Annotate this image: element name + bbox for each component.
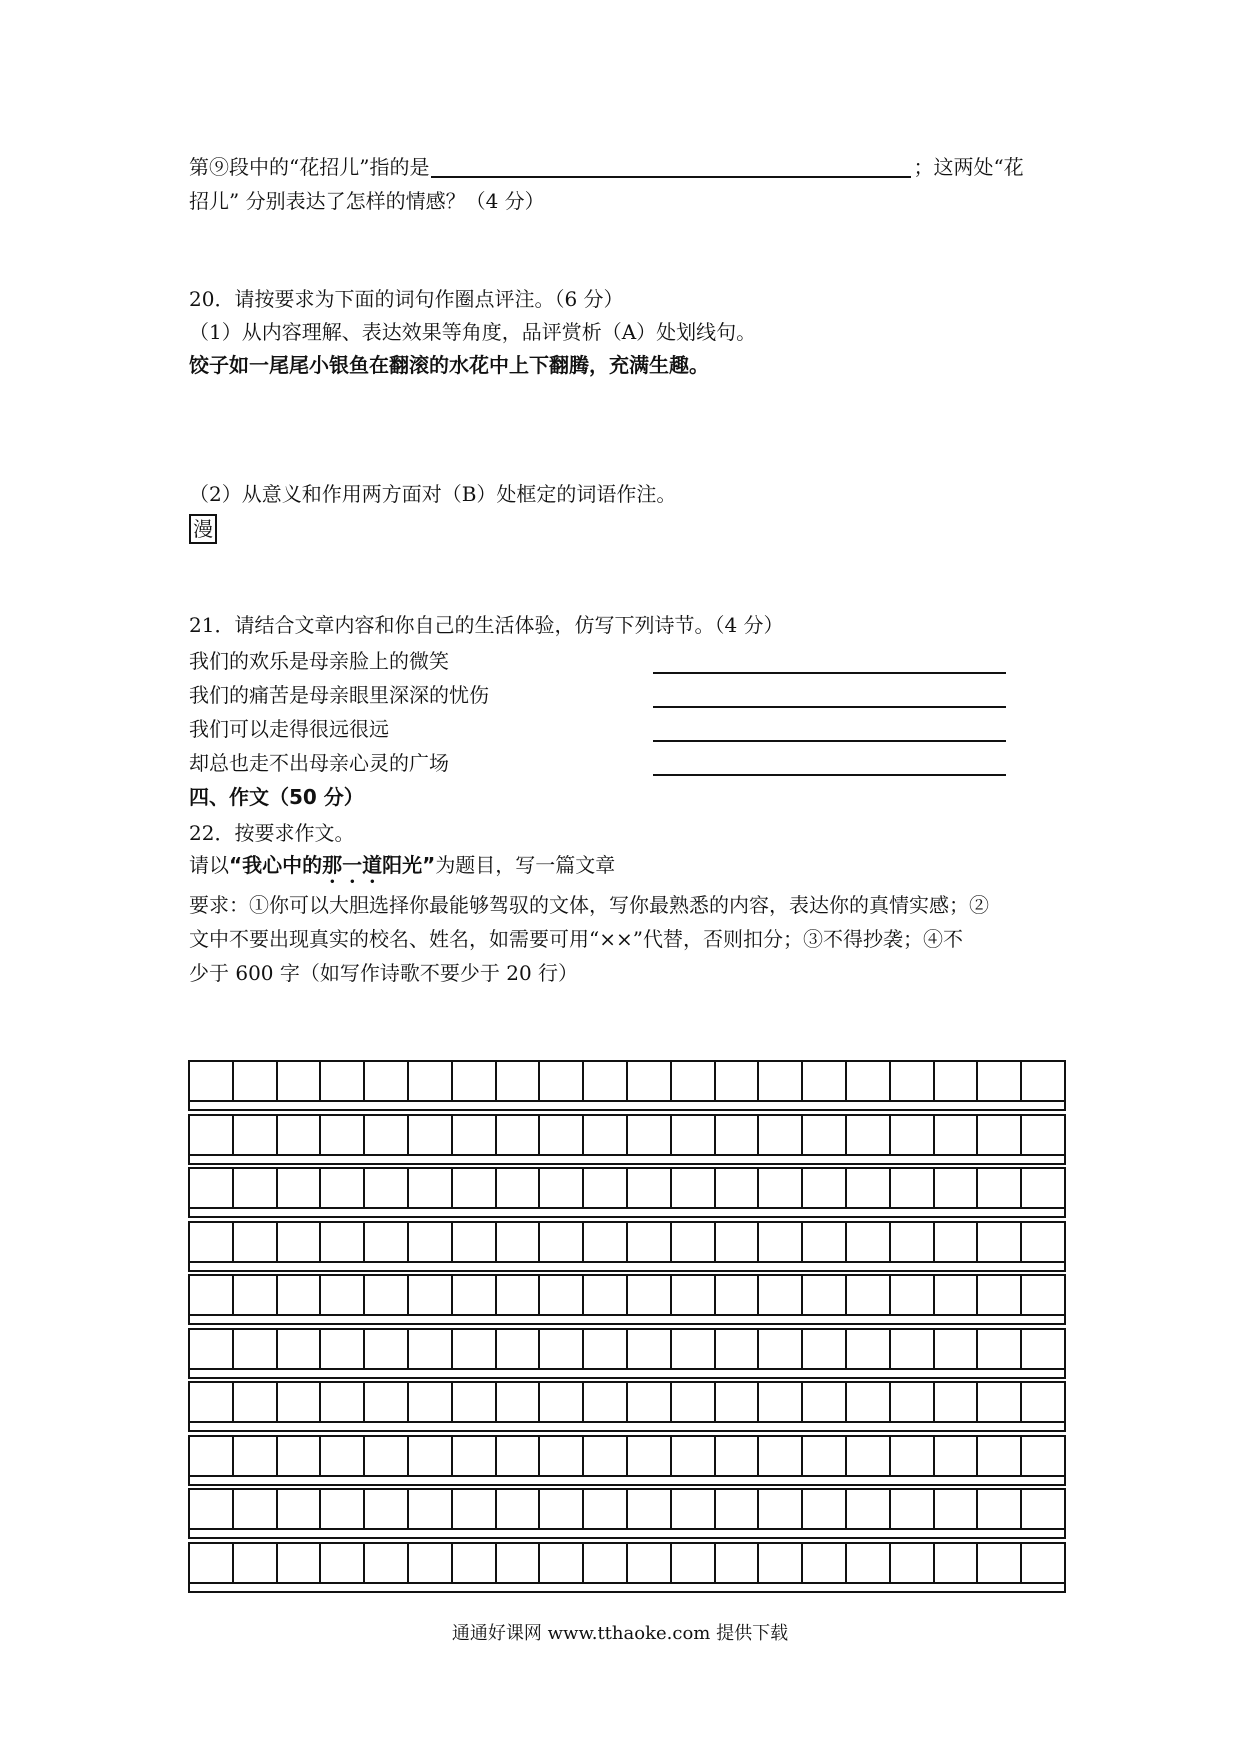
grid-cell[interactable] xyxy=(935,1330,979,1368)
grid-cell[interactable] xyxy=(321,1437,365,1475)
grid-cell[interactable] xyxy=(628,1437,672,1475)
grid-cell[interactable] xyxy=(321,1330,365,1368)
grid-cells xyxy=(188,1488,1066,1530)
grid-cell[interactable] xyxy=(540,1544,584,1582)
grid-cell[interactable] xyxy=(497,1544,541,1582)
grid-cell[interactable] xyxy=(409,1223,453,1261)
grid-cell[interactable] xyxy=(803,1490,847,1528)
q20-part1: （1）从内容理解、表达效果等角度，品评赏析（A）处划线句。 xyxy=(189,320,757,344)
grid-cell[interactable] xyxy=(803,1223,847,1261)
grid-cell[interactable] xyxy=(453,1062,497,1100)
grid-cell[interactable] xyxy=(365,1544,409,1582)
grid-cell[interactable] xyxy=(716,1544,760,1582)
grid-cell[interactable] xyxy=(935,1223,979,1261)
grid-cell[interactable] xyxy=(628,1276,672,1314)
grid-cell[interactable] xyxy=(759,1276,803,1314)
grid-cell[interactable] xyxy=(584,1490,628,1528)
grid-cell[interactable] xyxy=(978,1544,1022,1582)
poem-line-1: 我们的欢乐是母亲脸上的微笑 xyxy=(189,649,449,673)
essay-prompt xyxy=(189,850,615,888)
grid-cell[interactable] xyxy=(628,1490,672,1528)
grid-cell[interactable] xyxy=(234,1437,278,1475)
prompt-topic-close: 阳光” xyxy=(382,853,436,877)
q22-title: 22．按要求作文。 xyxy=(189,821,355,845)
grid-cell[interactable] xyxy=(584,1276,628,1314)
grid-cell[interactable] xyxy=(759,1437,803,1475)
grid-cell[interactable] xyxy=(409,1169,453,1207)
grid-cell[interactable] xyxy=(321,1169,365,1207)
grid-cell[interactable] xyxy=(453,1169,497,1207)
grid-cell[interactable] xyxy=(190,1383,234,1421)
grid-cell[interactable] xyxy=(540,1490,584,1528)
grid-cell[interactable] xyxy=(891,1490,935,1528)
grid-cell[interactable] xyxy=(759,1490,803,1528)
grid-cell[interactable] xyxy=(978,1062,1022,1100)
grid-cell[interactable] xyxy=(847,1116,891,1154)
grid-cell[interactable] xyxy=(321,1490,365,1528)
poem-answer-blank-1[interactable] xyxy=(653,672,1006,674)
grid-cell[interactable] xyxy=(628,1330,672,1368)
grid-cell[interactable] xyxy=(978,1116,1022,1154)
poem-answer-blank-2[interactable] xyxy=(653,706,1006,708)
grid-row-spacer xyxy=(188,1100,1066,1111)
grid-cell[interactable] xyxy=(759,1062,803,1100)
grid-cell[interactable] xyxy=(540,1276,584,1314)
grid-cell[interactable] xyxy=(278,1330,322,1368)
grid-cell[interactable] xyxy=(584,1330,628,1368)
grid-cell[interactable] xyxy=(935,1116,979,1154)
essay-requirement-1: 要求：①你可以大胆选择你最能够驾驭的文体，写你最熟悉的内容，表达你的真情实感；② xyxy=(189,893,989,917)
grid-cell[interactable] xyxy=(1022,1544,1064,1582)
grid-cell[interactable] xyxy=(847,1223,891,1261)
grid-cell[interactable] xyxy=(716,1223,760,1261)
grid-cell[interactable] xyxy=(190,1062,234,1100)
grid-cell[interactable] xyxy=(321,1383,365,1421)
grid-row-spacer xyxy=(188,1154,1066,1165)
grid-cell[interactable] xyxy=(409,1276,453,1314)
q19-line2: 招儿” 分别表达了怎样的情感？（4 分） xyxy=(189,189,545,213)
grid-cell[interactable] xyxy=(672,1276,716,1314)
grid-cell[interactable] xyxy=(716,1330,760,1368)
grid-cell[interactable] xyxy=(584,1544,628,1582)
grid-cell[interactable] xyxy=(672,1544,716,1582)
grid-cell[interactable] xyxy=(803,1544,847,1582)
grid-cell[interactable] xyxy=(1022,1437,1064,1475)
grid-cell[interactable] xyxy=(453,1330,497,1368)
grid-cell[interactable] xyxy=(234,1490,278,1528)
essay-requirement-3: 少于 600 字（如写作诗歌不要少于 20 行） xyxy=(189,961,579,985)
grid-cell[interactable] xyxy=(278,1276,322,1314)
grid-cell[interactable] xyxy=(935,1169,979,1207)
grid-cell[interactable] xyxy=(540,1383,584,1421)
grid-cell[interactable] xyxy=(891,1437,935,1475)
grid-cell[interactable] xyxy=(803,1276,847,1314)
prompt-prefix: 请以 xyxy=(189,853,229,877)
writing-grid[interactable] xyxy=(188,1060,1066,1596)
grid-cell[interactable] xyxy=(409,1330,453,1368)
grid-cell[interactable] xyxy=(278,1062,322,1100)
grid-cell[interactable] xyxy=(935,1437,979,1475)
grid-cell[interactable] xyxy=(321,1276,365,1314)
grid-cell[interactable] xyxy=(847,1169,891,1207)
grid-cell[interactable] xyxy=(847,1383,891,1421)
grid-cell[interactable] xyxy=(978,1490,1022,1528)
section4-heading: 四、作文（50 分） xyxy=(189,785,364,809)
grid-cell[interactable] xyxy=(891,1116,935,1154)
grid-cell[interactable] xyxy=(497,1062,541,1100)
grid-row-spacer xyxy=(188,1368,1066,1379)
grid-cells xyxy=(188,1274,1066,1316)
grid-cell[interactable] xyxy=(540,1330,584,1368)
grid-cell[interactable] xyxy=(190,1437,234,1475)
grid-cell[interactable] xyxy=(234,1223,278,1261)
grid-cell[interactable] xyxy=(628,1383,672,1421)
grid-cell[interactable] xyxy=(716,1062,760,1100)
grid-cell[interactable] xyxy=(759,1223,803,1261)
grid-cell[interactable] xyxy=(409,1062,453,1100)
grid-cell[interactable] xyxy=(1022,1490,1064,1528)
grid-cell[interactable] xyxy=(190,1116,234,1154)
grid-cell[interactable] xyxy=(540,1223,584,1261)
grid-cells xyxy=(188,1542,1066,1584)
grid-cell[interactable] xyxy=(935,1490,979,1528)
grid-cell[interactable] xyxy=(234,1062,278,1100)
grid-cell[interactable] xyxy=(1022,1169,1064,1207)
grid-row-spacer xyxy=(188,1261,1066,1272)
grid-cell[interactable] xyxy=(321,1544,365,1582)
essay-requirement-2: 文中不要出现真实的校名、姓名，如需要可用“××”代替，否则扣分；③不得抄袭；④不 xyxy=(189,927,963,951)
grid-cell[interactable] xyxy=(935,1544,979,1582)
grid-cell[interactable] xyxy=(365,1490,409,1528)
grid-cell[interactable] xyxy=(672,1437,716,1475)
q19-line1-prefix: 第⑨段中的“花招儿”指的是 xyxy=(189,155,430,179)
grid-cell[interactable] xyxy=(759,1169,803,1207)
grid-cell[interactable] xyxy=(365,1169,409,1207)
grid-cell[interactable] xyxy=(672,1490,716,1528)
grid-cell[interactable] xyxy=(234,1544,278,1582)
grid-cells xyxy=(188,1167,1066,1209)
grid-cell[interactable] xyxy=(321,1116,365,1154)
grid-cell[interactable] xyxy=(497,1116,541,1154)
grid-cell[interactable] xyxy=(190,1169,234,1207)
grid-cell[interactable] xyxy=(278,1223,322,1261)
grid-cell[interactable] xyxy=(891,1544,935,1582)
grid-cell[interactable] xyxy=(759,1330,803,1368)
grid-cell[interactable] xyxy=(847,1490,891,1528)
grid-cell[interactable] xyxy=(497,1223,541,1261)
grid-cell[interactable] xyxy=(891,1330,935,1368)
grid-cell[interactable] xyxy=(803,1437,847,1475)
grid-cells xyxy=(188,1328,1066,1370)
grid-cell[interactable] xyxy=(1022,1223,1064,1261)
poem-answer-blank-4[interactable] xyxy=(653,774,1006,776)
grid-cell[interactable] xyxy=(803,1383,847,1421)
grid-cell[interactable] xyxy=(453,1223,497,1261)
grid-cell[interactable] xyxy=(891,1223,935,1261)
grid-cell[interactable] xyxy=(978,1223,1022,1261)
grid-cell[interactable] xyxy=(584,1383,628,1421)
grid-cell[interactable] xyxy=(935,1062,979,1100)
grid-row-spacer xyxy=(188,1582,1066,1593)
grid-cell[interactable] xyxy=(716,1490,760,1528)
grid-cell[interactable] xyxy=(453,1276,497,1314)
grid-cell[interactable] xyxy=(891,1062,935,1100)
grid-cell[interactable] xyxy=(716,1437,760,1475)
grid-cell[interactable] xyxy=(978,1169,1022,1207)
grid-cell[interactable] xyxy=(190,1544,234,1582)
boxed-word: 漫 xyxy=(189,514,217,544)
grid-cell[interactable] xyxy=(628,1116,672,1154)
grid-cell[interactable] xyxy=(453,1116,497,1154)
grid-cell[interactable] xyxy=(628,1169,672,1207)
grid-cell[interactable] xyxy=(409,1544,453,1582)
grid-cell[interactable] xyxy=(1022,1383,1064,1421)
grid-row-spacer xyxy=(188,1475,1066,1486)
grid-cells xyxy=(188,1060,1066,1102)
grid-cell[interactable] xyxy=(540,1169,584,1207)
grid-cell[interactable] xyxy=(190,1276,234,1314)
grid-cell[interactable] xyxy=(278,1169,322,1207)
footer: 通通好课网 www.tthaoke.com 提供下载 xyxy=(451,1623,789,1644)
grid-cell[interactable] xyxy=(584,1116,628,1154)
grid-cell[interactable] xyxy=(672,1116,716,1154)
grid-cell[interactable] xyxy=(365,1116,409,1154)
grid-cell[interactable] xyxy=(190,1223,234,1261)
grid-cell[interactable] xyxy=(234,1116,278,1154)
grid-cell[interactable] xyxy=(672,1062,716,1100)
grid-cell[interactable] xyxy=(759,1383,803,1421)
prompt-topic-open: “我心中的 xyxy=(229,853,323,877)
grid-row-spacer xyxy=(188,1314,1066,1325)
grid-cell[interactable] xyxy=(672,1330,716,1368)
grid-cell[interactable] xyxy=(540,1437,584,1475)
grid-cell[interactable] xyxy=(497,1383,541,1421)
grid-cell[interactable] xyxy=(628,1062,672,1100)
q19-line1-suffix: ；这两处“花 xyxy=(913,155,1024,179)
grid-cell[interactable] xyxy=(497,1276,541,1314)
grid-cell[interactable] xyxy=(453,1544,497,1582)
grid-cell[interactable] xyxy=(891,1383,935,1421)
grid-cell[interactable] xyxy=(978,1437,1022,1475)
q20-part2: （2）从意义和作用两方面对（B）处框定的词语作注。 xyxy=(189,482,677,506)
grid-cell[interactable] xyxy=(540,1062,584,1100)
grid-cell[interactable] xyxy=(409,1490,453,1528)
grid-cell[interactable] xyxy=(716,1276,760,1314)
grid-cell[interactable] xyxy=(978,1276,1022,1314)
grid-cell[interactable] xyxy=(278,1437,322,1475)
grid-cell[interactable] xyxy=(409,1383,453,1421)
grid-cell[interactable] xyxy=(803,1330,847,1368)
grid-cell[interactable] xyxy=(935,1383,979,1421)
answer-blank[interactable] xyxy=(431,154,911,178)
grid-cell[interactable] xyxy=(803,1062,847,1100)
grid-cell[interactable] xyxy=(365,1437,409,1475)
grid-cell[interactable] xyxy=(234,1276,278,1314)
grid-cell[interactable] xyxy=(628,1544,672,1582)
grid-cell[interactable] xyxy=(716,1383,760,1421)
grid-cell[interactable] xyxy=(1022,1330,1064,1368)
grid-cell[interactable] xyxy=(365,1276,409,1314)
grid-cell[interactable] xyxy=(716,1116,760,1154)
grid-cell[interactable] xyxy=(891,1276,935,1314)
grid-cell[interactable] xyxy=(497,1490,541,1528)
grid-cell[interactable] xyxy=(847,1062,891,1100)
grid-cell[interactable] xyxy=(716,1169,760,1207)
grid-cell[interactable] xyxy=(803,1116,847,1154)
grid-cell[interactable] xyxy=(321,1062,365,1100)
poem-line-3: 我们可以走得很远很远 xyxy=(189,717,389,741)
q19-line1 xyxy=(189,152,1024,182)
grid-cell[interactable] xyxy=(847,1544,891,1582)
grid-cell[interactable] xyxy=(672,1383,716,1421)
grid-cell[interactable] xyxy=(584,1169,628,1207)
grid-cells xyxy=(188,1114,1066,1156)
grid-cell[interactable] xyxy=(759,1116,803,1154)
grid-cell[interactable] xyxy=(978,1383,1022,1421)
grid-cell[interactable] xyxy=(584,1062,628,1100)
prompt-suffix: 为题目，写一篇文章 xyxy=(435,853,616,877)
grid-cell[interactable] xyxy=(497,1437,541,1475)
grid-cells xyxy=(188,1221,1066,1263)
grid-cell[interactable] xyxy=(803,1169,847,1207)
grid-cell[interactable] xyxy=(1022,1062,1064,1100)
grid-cell[interactable] xyxy=(847,1330,891,1368)
prompt-topic-emphasis: 那一道 xyxy=(322,853,383,877)
q20-title: 20．请按要求为下面的词句作圈点评注。（6 分） xyxy=(189,287,624,311)
grid-cell[interactable] xyxy=(1022,1116,1064,1154)
grid-cell[interactable] xyxy=(234,1330,278,1368)
q21-title: 21．请结合文章内容和你自己的生活体验，仿写下列诗节。（4 分） xyxy=(189,613,784,637)
grid-cell[interactable] xyxy=(365,1223,409,1261)
grid-cell[interactable] xyxy=(978,1330,1022,1368)
grid-row-spacer xyxy=(188,1421,1066,1432)
grid-cell[interactable] xyxy=(234,1169,278,1207)
grid-cell[interactable] xyxy=(278,1544,322,1582)
grid-cell[interactable] xyxy=(278,1116,322,1154)
grid-cell[interactable] xyxy=(278,1383,322,1421)
grid-cell[interactable] xyxy=(847,1276,891,1314)
grid-cell[interactable] xyxy=(1022,1276,1064,1314)
grid-cell[interactable] xyxy=(935,1276,979,1314)
grid-cell[interactable] xyxy=(672,1169,716,1207)
grid-row-spacer xyxy=(188,1207,1066,1218)
grid-cell[interactable] xyxy=(453,1490,497,1528)
q20-boxed-word-line xyxy=(189,514,217,544)
grid-cell[interactable] xyxy=(365,1330,409,1368)
grid-cells xyxy=(188,1381,1066,1423)
grid-cell[interactable] xyxy=(409,1116,453,1154)
grid-cell[interactable] xyxy=(497,1330,541,1368)
grid-cells xyxy=(188,1435,1066,1477)
grid-cell[interactable] xyxy=(584,1223,628,1261)
grid-cell[interactable] xyxy=(234,1383,278,1421)
grid-cell[interactable] xyxy=(190,1490,234,1528)
grid-row-spacer xyxy=(188,1528,1066,1539)
grid-cell[interactable] xyxy=(190,1330,234,1368)
grid-cell[interactable] xyxy=(628,1223,672,1261)
grid-cell[interactable] xyxy=(540,1116,584,1154)
poem-answer-blank-3[interactable] xyxy=(653,740,1006,742)
grid-cell[interactable] xyxy=(409,1437,453,1475)
q20-part1-sentence: 饺子如一尾尾小银鱼在翻滚的水花中上下翻腾，充满生趣。 xyxy=(189,353,709,377)
grid-cell[interactable] xyxy=(759,1544,803,1582)
grid-cell[interactable] xyxy=(278,1490,322,1528)
grid-cell[interactable] xyxy=(672,1223,716,1261)
grid-cell[interactable] xyxy=(365,1062,409,1100)
grid-cell[interactable] xyxy=(497,1169,541,1207)
grid-cell[interactable] xyxy=(453,1383,497,1421)
grid-cell[interactable] xyxy=(891,1169,935,1207)
grid-cell[interactable] xyxy=(847,1437,891,1475)
grid-cell[interactable] xyxy=(365,1383,409,1421)
grid-cell[interactable] xyxy=(453,1437,497,1475)
poem-line-4: 却总也走不出母亲心灵的广场 xyxy=(189,751,449,775)
grid-cell[interactable] xyxy=(584,1437,628,1475)
grid-cell[interactable] xyxy=(321,1223,365,1261)
poem-line-2: 我们的痛苦是母亲眼里深深的忧伤 xyxy=(189,683,489,707)
